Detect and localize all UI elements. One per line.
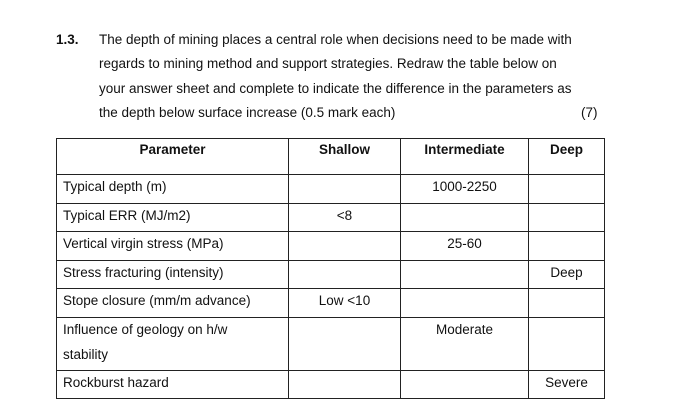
shallow-cell <box>289 370 401 399</box>
shallow-cell <box>289 260 401 289</box>
header-intermediate: Intermediate <box>401 139 529 175</box>
shallow-cell: <8 <box>289 203 401 232</box>
question-number: 1.3. <box>56 32 79 47</box>
header-shallow: Shallow <box>289 139 401 175</box>
table-row <box>57 175 605 204</box>
intermediate-cell <box>401 203 529 232</box>
parameters-table <box>56 138 605 399</box>
intermediate-cell <box>401 289 529 318</box>
question-text <box>99 28 614 125</box>
intermediate-cell: Moderate <box>401 317 529 370</box>
parameter-line: stability <box>63 346 109 362</box>
table-row <box>57 289 605 318</box>
deep-cell <box>529 203 605 232</box>
parameter-cell <box>57 317 289 370</box>
table-row <box>57 370 605 399</box>
parameter-cell: Rockburst hazard <box>57 370 289 399</box>
intermediate-cell <box>401 370 529 399</box>
shallow-cell <box>289 317 401 370</box>
shallow-cell: Low <10 <box>289 289 401 318</box>
deep-cell <box>529 232 605 261</box>
deep-cell: Deep <box>529 260 605 289</box>
parameter-cell: Stress fracturing (intensity) <box>57 260 289 289</box>
question-line: your answer sheet and complete to indicate the difference in the parameters as <box>99 80 572 96</box>
header-deep: Deep <box>529 139 605 175</box>
deep-cell <box>529 317 605 370</box>
table-row <box>57 260 605 289</box>
deep-cell: Severe <box>529 370 605 399</box>
table-row <box>57 203 605 232</box>
parameter-cell: Vertical virgin stress (MPa) <box>57 232 289 261</box>
question-line: the depth below surface increase (0.5 mark each) <box>99 104 396 120</box>
table-row <box>57 317 605 370</box>
intermediate-cell: 1000-2250 <box>401 175 529 204</box>
table-row <box>57 232 605 261</box>
parameter-line: Influence of geology on h/w <box>63 321 228 337</box>
shallow-cell <box>289 175 401 204</box>
question-marks: (7) <box>581 104 598 120</box>
deep-cell <box>529 289 605 318</box>
table-header-row <box>57 139 605 175</box>
parameter-cell: Stope closure (mm/m advance) <box>57 289 289 318</box>
deep-cell <box>529 175 605 204</box>
question-line: The depth of mining places a central role when decisions need to be made with <box>99 32 572 47</box>
parameter-cell: Typical ERR (MJ/m2) <box>57 203 289 232</box>
shallow-cell <box>289 232 401 261</box>
intermediate-cell <box>401 260 529 289</box>
question-line: regards to mining method and support strategies. Redraw the table below on <box>99 56 557 72</box>
header-parameter: Parameter <box>57 139 289 175</box>
parameter-cell: Typical depth (m) <box>57 175 289 204</box>
question-line-last <box>99 101 614 125</box>
intermediate-cell: 25-60 <box>401 232 529 261</box>
